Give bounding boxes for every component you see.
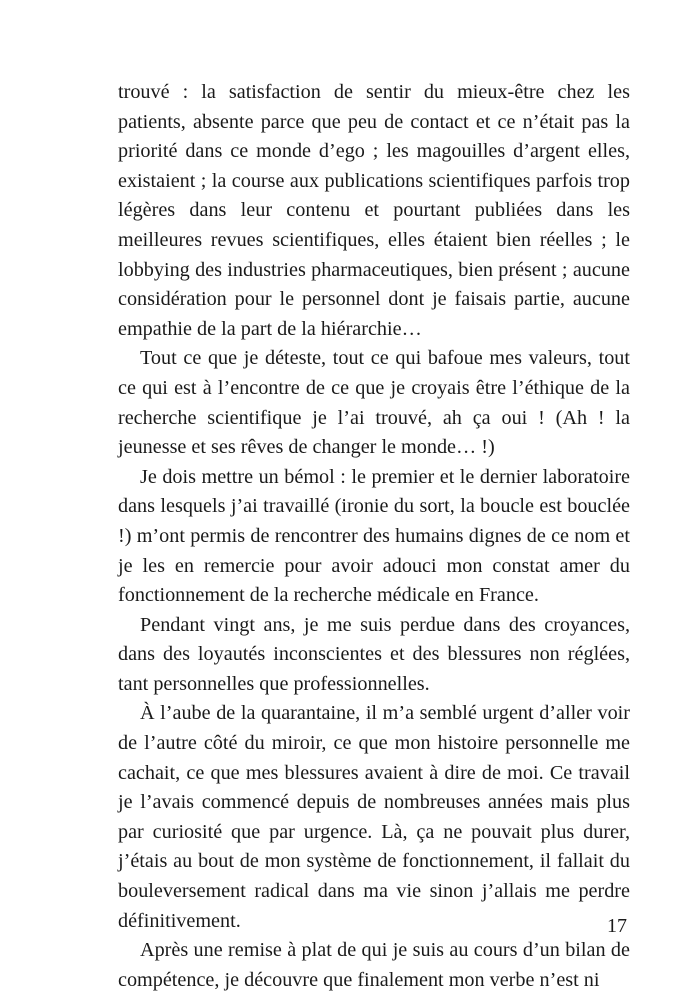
paragraph-5: À l’aube de la quarantaine, il m’a semblé urgent d’aller voir de l’autre côté du miroir, ce que mon histoire personnelle me cachait, ce que mes blessures avaient à dire de moi. Ce travail je l’avais commencé depuis de nombreuses années mais plus par curiosité que par urgence. Là, ça ne pouvait plus durer, j’étais au bout de mon système de fonctionnement, il fallait du bouleversement radical dans ma vie sinon j’allais me perdre définitivement. — [118, 702, 630, 932]
paragraph-1: trouvé : la satisfaction de sentir du mieux-être chez les patients, absente parce que peu de contact et ce n’était pas la priorité dans ce monde d’ego ; les magouilles d’argent elles, existaient ; la course aux publications scientifiques parfois trop légères dans leur contenu et pourtant publiées dans les meilleures revues scientifiques, elles étaient bien réelles ; le lobbying des industries pharmaceutiques, bien présent ; aucune considération pour le personnel dont je faisais partie, aucune empathie de la part de la hiérarchie… — [118, 81, 630, 340]
paragraph-3: Je dois mettre un bémol : le premier et le dernier laboratoire dans lesquels j’ai travaillé (ironie du sort, la boucle est bouclée !) m’ont permis de rencontrer des humains dignes de ce nom et je les en remercie pour avoir adouci mon constat amer du fonctionnement de la recherche médicale en France. — [118, 465, 630, 607]
paragraph-6: Après une remise à plat de qui je suis au cours d’un bilan de compétence, je découvre que finalement mon verbe n’est ni — [118, 939, 630, 991]
paragraph-4: Pendant vingt ans, je me suis perdue dans des croyances, dans des loyautés inconscientes et des blessures non réglées, tant personnelles que professionnelles. — [118, 613, 630, 695]
page-number: 17 — [607, 915, 627, 937]
paragraph-2: Tout ce que je déteste, tout ce qui bafoue mes valeurs, tout ce qui est à l’encontre de ce que je croyais être l’éthique de la recherche scientifique je l’ai trouvé, ah ça oui ! (Ah ! la jeunesse et ses rêves de changer le monde… !) — [118, 347, 630, 459]
page-body — [118, 78, 630, 995]
